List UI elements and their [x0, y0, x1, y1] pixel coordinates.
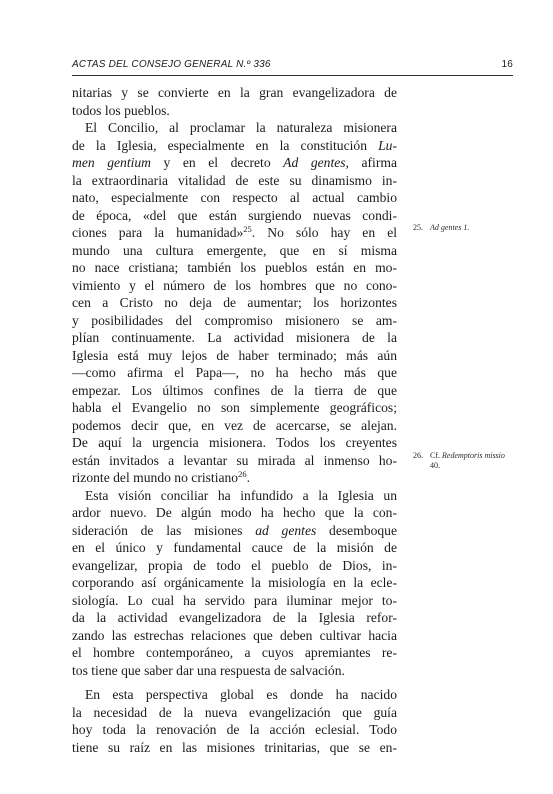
text-span: sideración de las misiones — [72, 522, 243, 538]
emphasis: men gentium — [72, 155, 151, 170]
text-line: no nace cristiana; también los pueblos están en mo- — [72, 260, 397, 275]
paragraph-gap — [72, 679, 397, 686]
text-span: rizonte del mundo no cristiano — [72, 470, 239, 485]
text-span: . No sólo hay en el — [251, 225, 398, 240]
text-line: mundo una cultura emergente, que en sí misma — [72, 242, 397, 258]
text-line: ardor nuevo. De algún modo ha hecho que la con- — [72, 505, 397, 520]
text-line: —como afirma el Papa—, no ha hecho más que — [72, 365, 397, 380]
text-line: corporando así orgánicamente la misiología en la ecle- — [72, 575, 397, 590]
note-title: Ad gentes 1. — [430, 223, 470, 232]
paragraph-1 — [72, 84, 397, 119]
text-line: Esta visión conciliar ha infundido a la Iglesia un — [85, 487, 397, 503]
text-line: cen a Cristo no deja de aumentar; los horizontes — [72, 295, 397, 310]
text-line: siología. Lo cual ha servido para iluminar mejor to- — [72, 592, 397, 608]
note-number: 26. — [413, 451, 423, 460]
text-line: empezar. Los últimos confines de la tierra de que — [72, 382, 397, 398]
text-line: todos los pueblos. — [72, 102, 170, 118]
emphasis: Lu- — [378, 137, 397, 153]
text-line: la extraordinaria vitalidad de este su dinamismo in- — [72, 172, 397, 188]
text-line: plían continuamente. La actividad misionera de la — [72, 330, 397, 345]
text-line — [72, 154, 397, 172]
page-number: 16 — [501, 59, 513, 70]
text-line: tiene su raíz en las misiones trinitarias, que se en- — [72, 739, 397, 755]
footnote-ref-25[interactable]: 25 — [243, 224, 252, 234]
paragraph-3 — [72, 487, 397, 680]
text-line: nitarias y se convierte en la gran evangelizadora de — [72, 85, 397, 100]
text-line — [72, 469, 397, 487]
text-line: podemos decir que, en vez de acercarse, se alejan. — [72, 417, 397, 433]
text-line: en el único y fundamental cauce de la misión de — [72, 540, 397, 555]
text-line: da la actividad evangelizadora de la Iglesia refor- — [72, 610, 397, 625]
text-line: la necesidad de la nueva evangelización que guía — [72, 704, 397, 720]
text-line: Iglesia está muy lejos de haber terminado; más aún — [72, 347, 397, 363]
text-line: están invitados a levantar su mirada al inmenso ho- — [72, 452, 397, 468]
text-span: afirma — [361, 155, 397, 170]
header-rule — [72, 75, 513, 76]
text-line: nato, especialmente con respecto al actual cambio — [72, 190, 397, 205]
text-line: De aquí la urgencia misionera. Todos los creyentes — [72, 435, 397, 450]
paragraph-2 — [72, 119, 397, 487]
text-line: En esta perspectiva global es donde ha nacido — [85, 687, 397, 702]
emphasis: ad gentes — [255, 522, 317, 538]
paragraph-4 — [72, 686, 397, 756]
text-line — [72, 224, 397, 242]
text-line: vimiento y el número de los hombres que no cono- — [72, 277, 397, 293]
text-line: de época, «del que están surgiendo nuevas condi- — [72, 207, 397, 223]
note-number: 25. — [413, 223, 423, 232]
emphasis: Ad gentes, — [283, 155, 349, 170]
text-line: y posibilidades del compromiso misionero se am- — [72, 312, 397, 328]
note-continuation: 40. — [430, 461, 440, 470]
running-title: ACTAS DEL CONSEJO GENERAL N.º 336 — [72, 59, 271, 70]
text-line — [72, 137, 397, 155]
text-span: . — [246, 470, 251, 485]
text-span: de la Iglesia, especialmente en la constitución — [72, 137, 367, 153]
text-span: desemboque — [329, 522, 397, 538]
text-span: ciones para la humanidad» — [72, 225, 244, 240]
text-line: el hombre contemporáneo, a cuyos apremiantes re- — [72, 645, 397, 660]
text-line: tos tiene que saber dar una respuesta de salvación. — [72, 662, 345, 678]
text-line — [72, 522, 397, 540]
text-line: El Concilio, al proclamar la naturaleza misionera — [85, 120, 397, 135]
side-note-26 — [413, 451, 505, 471]
running-head — [72, 59, 513, 73]
main-text — [72, 84, 397, 756]
footnote-ref-26[interactable]: 26 — [238, 469, 247, 479]
text-line: evangelizar, propia de todo el pueblo de Dios, in- — [72, 557, 397, 573]
text-span: y en el decreto — [163, 155, 271, 170]
side-note-25 — [413, 223, 469, 233]
text-line: habla el Evangelio no son simplemente geográficos; — [72, 400, 397, 415]
note-cf: Cf. — [430, 451, 440, 460]
text-line: zando las estrechas relaciones que deben cultivar hacia — [72, 627, 397, 643]
text-line: hoy toda la renovación de la acción eclesial. Todo — [72, 722, 397, 737]
note-title: Redemptoris missio — [442, 451, 505, 460]
